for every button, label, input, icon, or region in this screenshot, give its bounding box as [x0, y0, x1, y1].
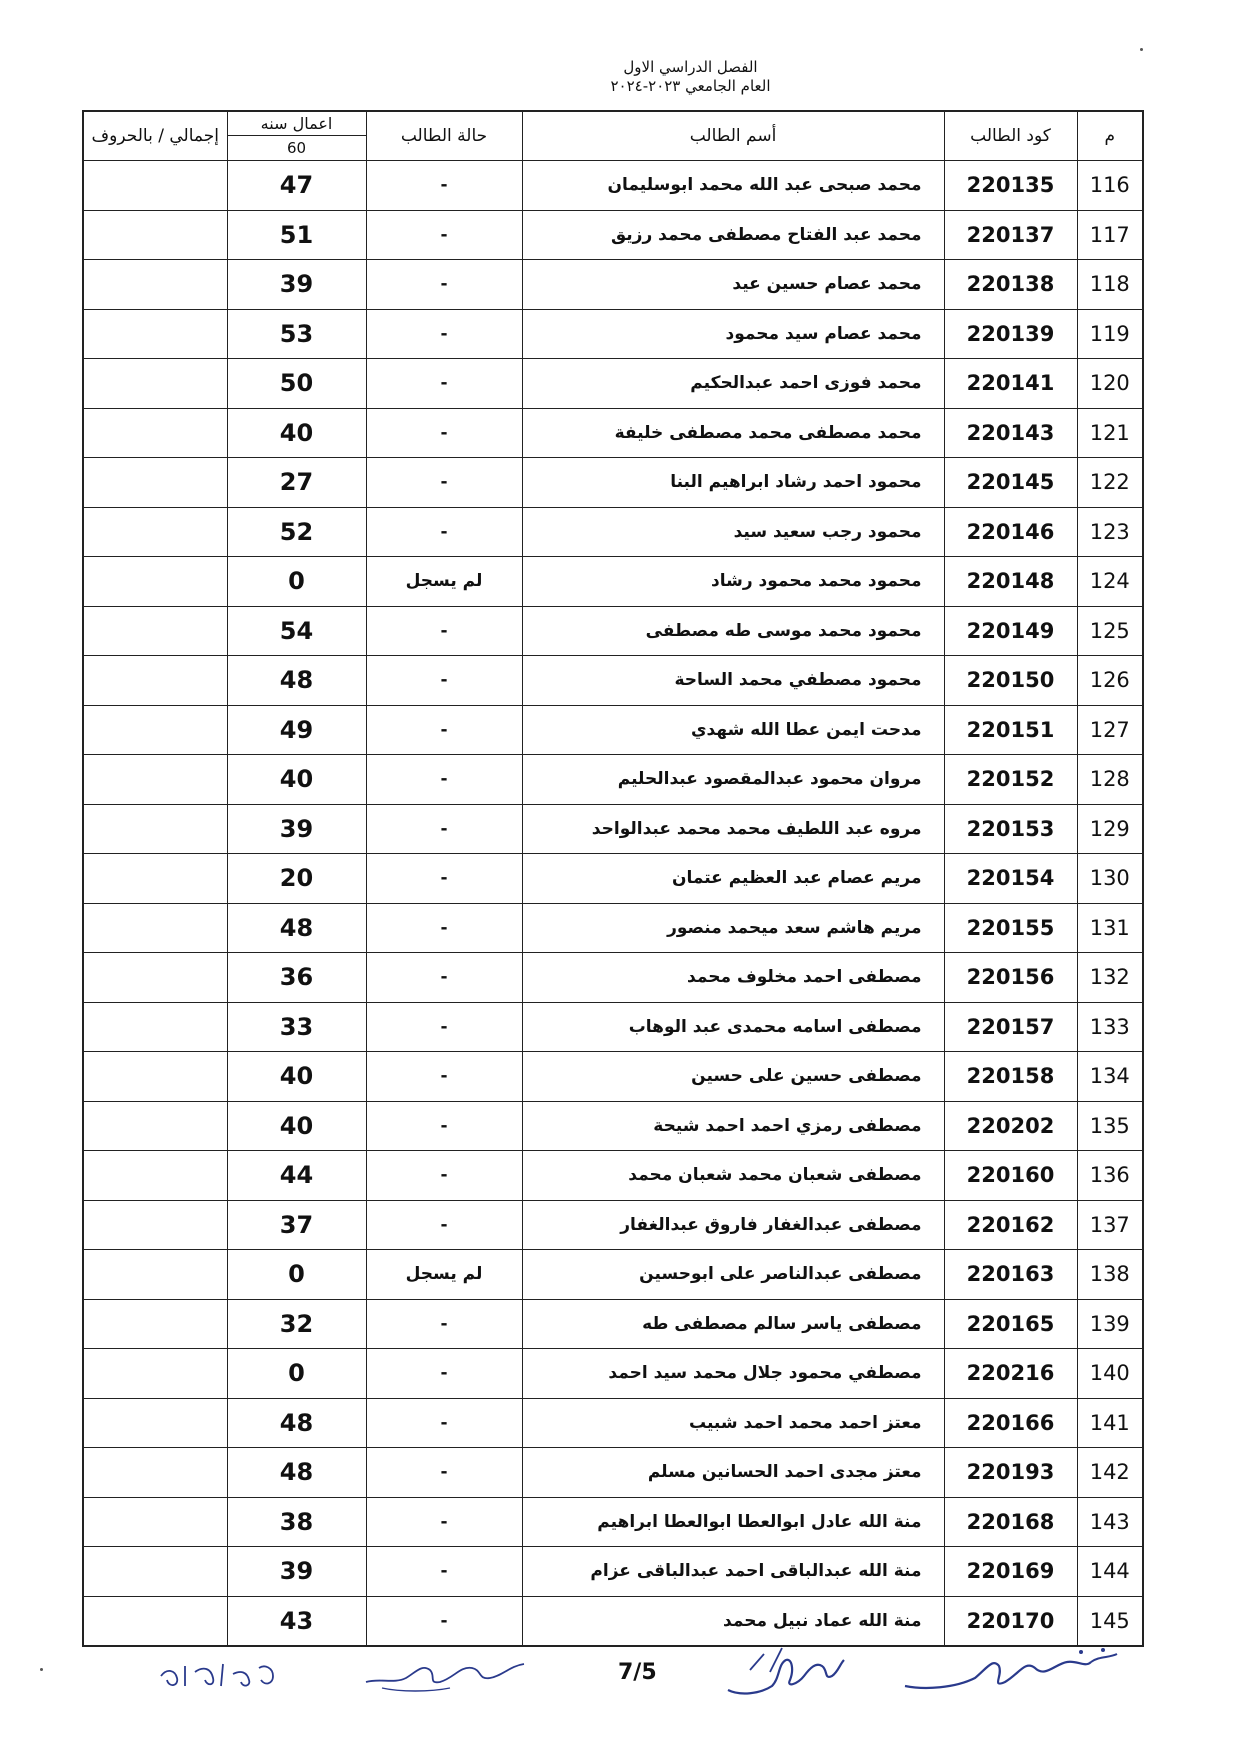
cell-name: منة الله عماد نبيل محمد	[522, 1596, 944, 1646]
scan-speck	[40, 1668, 43, 1671]
cell-code: 220150	[944, 656, 1077, 706]
cell-total	[83, 804, 227, 854]
cell-code: 220170	[944, 1596, 1077, 1646]
table-row	[83, 804, 1143, 854]
table-row	[83, 656, 1143, 706]
cell-status: -	[366, 1497, 522, 1547]
cell-seq: 134	[1077, 1052, 1143, 1102]
cell-seq: 141	[1077, 1398, 1143, 1448]
cell-status: -	[366, 1002, 522, 1052]
table-row	[83, 458, 1143, 508]
cell-seq: 144	[1077, 1547, 1143, 1597]
cell-status: -	[366, 1151, 522, 1201]
table-row	[83, 1349, 1143, 1399]
table-row	[83, 1398, 1143, 1448]
cell-name: مصطفى ياسر سالم مصطفى طه	[522, 1299, 944, 1349]
cell-total	[83, 1151, 227, 1201]
cell-name: مصطفى عبدالغفار فاروق عبدالغفار	[522, 1200, 944, 1250]
cell-works: 38	[227, 1497, 366, 1547]
table-row	[83, 1200, 1143, 1250]
cell-status: لم يسجل	[366, 1250, 522, 1300]
cell-code: 220162	[944, 1200, 1077, 1250]
cell-seq: 137	[1077, 1200, 1143, 1250]
cell-seq: 128	[1077, 755, 1143, 805]
cell-status: -	[366, 705, 522, 755]
cell-total	[83, 1349, 227, 1399]
cell-total	[83, 1101, 227, 1151]
cell-seq: 132	[1077, 953, 1143, 1003]
cell-status: -	[366, 606, 522, 656]
cell-code: 220160	[944, 1151, 1077, 1201]
cell-status: -	[366, 1052, 522, 1102]
cell-code: 220146	[944, 507, 1077, 557]
cell-works: 44	[227, 1151, 366, 1201]
table-row	[83, 1101, 1143, 1151]
cell-status: -	[366, 903, 522, 953]
cell-code: 220154	[944, 854, 1077, 904]
cell-works: 39	[227, 804, 366, 854]
table-row	[83, 359, 1143, 409]
signature-3	[360, 1648, 530, 1698]
cell-name: محمد عصام حسين عيد	[522, 260, 944, 310]
cell-works: 50	[227, 359, 366, 409]
cell-seq: 121	[1077, 408, 1143, 458]
cell-seq: 130	[1077, 854, 1143, 904]
cell-code: 220156	[944, 953, 1077, 1003]
cell-status: -	[366, 755, 522, 805]
cell-seq: 139	[1077, 1299, 1143, 1349]
cell-works: 40	[227, 1052, 366, 1102]
col-header-total: إجمالي / بالحروف	[83, 111, 227, 161]
cell-seq: 123	[1077, 507, 1143, 557]
cell-status: -	[366, 1299, 522, 1349]
cell-code: 220165	[944, 1299, 1077, 1349]
cell-works: 48	[227, 1448, 366, 1498]
col-header-code: كود الطالب	[944, 111, 1077, 161]
table-header-row	[83, 111, 1143, 161]
table-row	[83, 1497, 1143, 1547]
col-header-works	[227, 111, 366, 161]
cell-name: محمد صبحى عبد الله محمد ابوسليمان	[522, 161, 944, 211]
cell-name: محمود احمد رشاد ابراهيم البنا	[522, 458, 944, 508]
cell-status: -	[366, 1101, 522, 1151]
cell-seq: 116	[1077, 161, 1143, 211]
cell-total	[83, 854, 227, 904]
cell-total	[83, 210, 227, 260]
cell-seq: 129	[1077, 804, 1143, 854]
table-row	[83, 854, 1143, 904]
cell-works: 43	[227, 1596, 366, 1646]
cell-code: 220148	[944, 557, 1077, 607]
cell-works: 39	[227, 260, 366, 310]
table-body	[83, 161, 1143, 1647]
grades-table	[82, 110, 1144, 1647]
cell-total	[83, 1448, 227, 1498]
cell-status: -	[366, 1596, 522, 1646]
cell-name: مصطفى حسين على حسين	[522, 1052, 944, 1102]
cell-total	[83, 606, 227, 656]
cell-status: -	[366, 1448, 522, 1498]
col-header-status: حالة الطالب	[366, 111, 522, 161]
cell-code: 220139	[944, 309, 1077, 359]
col-header-seq: م	[1077, 111, 1143, 161]
cell-status: -	[366, 260, 522, 310]
cell-status: -	[366, 408, 522, 458]
cell-total	[83, 161, 227, 211]
table-row	[83, 755, 1143, 805]
scan-speck	[1140, 48, 1143, 51]
cell-total	[83, 1299, 227, 1349]
cell-name: محمود مصطفي محمد الساحة	[522, 656, 944, 706]
page-number: 7/5	[618, 1660, 657, 1685]
cell-works: 0	[227, 1250, 366, 1300]
cell-total	[83, 1596, 227, 1646]
cell-code: 220157	[944, 1002, 1077, 1052]
cell-code: 220193	[944, 1448, 1077, 1498]
cell-total	[83, 705, 227, 755]
cell-works: 27	[227, 458, 366, 508]
cell-seq: 124	[1077, 557, 1143, 607]
cell-status: -	[366, 210, 522, 260]
cell-code: 220169	[944, 1547, 1077, 1597]
cell-name: منة الله عبدالباقى احمد عبدالباقى عزام	[522, 1547, 944, 1597]
cell-code: 220151	[944, 705, 1077, 755]
cell-name: مريم هاشم سعد ميحمد منصور	[522, 903, 944, 953]
cell-seq: 131	[1077, 903, 1143, 953]
cell-total	[83, 656, 227, 706]
table-row	[83, 408, 1143, 458]
cell-works: 0	[227, 557, 366, 607]
cell-total	[83, 557, 227, 607]
table-row	[83, 1547, 1143, 1597]
cell-works: 40	[227, 1101, 366, 1151]
cell-total	[83, 1052, 227, 1102]
cell-seq: 143	[1077, 1497, 1143, 1547]
cell-total	[83, 1547, 227, 1597]
cell-works: 48	[227, 903, 366, 953]
cell-seq: 135	[1077, 1101, 1143, 1151]
document-header	[0, 58, 1241, 96]
cell-name: مصطفى شعبان محمد شعبان محمد	[522, 1151, 944, 1201]
cell-seq: 125	[1077, 606, 1143, 656]
cell-name: محمود محمد موسى طه مصطفى	[522, 606, 944, 656]
table-row	[83, 953, 1143, 1003]
cell-code: 220135	[944, 161, 1077, 211]
cell-works: 54	[227, 606, 366, 656]
cell-works: 40	[227, 408, 366, 458]
cell-name: محمد فوزى احمد عبدالحكيم	[522, 359, 944, 409]
cell-total	[83, 507, 227, 557]
cell-code: 220143	[944, 408, 1077, 458]
table-row	[83, 309, 1143, 359]
cell-works: 47	[227, 161, 366, 211]
cell-code: 220166	[944, 1398, 1077, 1448]
table-row	[83, 1052, 1143, 1102]
table-row	[83, 606, 1143, 656]
cell-works: 51	[227, 210, 366, 260]
cell-code: 220145	[944, 458, 1077, 508]
cell-status: -	[366, 1200, 522, 1250]
cell-works: 0	[227, 1349, 366, 1399]
cell-works: 52	[227, 507, 366, 557]
cell-code: 220141	[944, 359, 1077, 409]
cell-code: 220202	[944, 1101, 1077, 1151]
cell-name: محمد عبد الفتاح مصطفى محمد رزيق	[522, 210, 944, 260]
cell-status: -	[366, 161, 522, 211]
cell-status: -	[366, 507, 522, 557]
table-row	[83, 210, 1143, 260]
cell-works: 37	[227, 1200, 366, 1250]
table-row	[83, 1448, 1143, 1498]
table-row	[83, 260, 1143, 310]
cell-name: مصطفى عبدالناصر على ابوحسين	[522, 1250, 944, 1300]
cell-name: معتز مجدى احمد الحسانين مسلم	[522, 1448, 944, 1498]
cell-seq: 126	[1077, 656, 1143, 706]
cell-code: 220158	[944, 1052, 1077, 1102]
academic-year: العام الجامعي ٢٠٢٣-٢٠٢٤	[610, 77, 771, 95]
cell-seq: 142	[1077, 1448, 1143, 1498]
cell-status: -	[366, 1547, 522, 1597]
table-row	[83, 705, 1143, 755]
cell-total	[83, 458, 227, 508]
cell-works: 48	[227, 1398, 366, 1448]
cell-name: مصطفى اسامه محمدى عبد الوهاب	[522, 1002, 944, 1052]
cell-total	[83, 755, 227, 805]
cell-name: محمود رجب سعيد سيد	[522, 507, 944, 557]
cell-status: -	[366, 1349, 522, 1399]
cell-seq: 127	[1077, 705, 1143, 755]
table-row	[83, 1002, 1143, 1052]
table-row	[83, 1151, 1143, 1201]
cell-name: مصطفى احمد مخلوف محمد	[522, 953, 944, 1003]
cell-total	[83, 260, 227, 310]
cell-name: منة الله عادل ابوالعطا ابوالعطا ابراهيم	[522, 1497, 944, 1547]
cell-code: 220163	[944, 1250, 1077, 1300]
cell-code: 220138	[944, 260, 1077, 310]
cell-works: 48	[227, 656, 366, 706]
table-row	[83, 1250, 1143, 1300]
cell-code: 220137	[944, 210, 1077, 260]
cell-code: 220149	[944, 606, 1077, 656]
cell-status: -	[366, 656, 522, 706]
cell-works: 32	[227, 1299, 366, 1349]
cell-name: مروه عبد اللطيف محمد محمد عبدالواحد	[522, 804, 944, 854]
cell-status: -	[366, 309, 522, 359]
cell-code: 220155	[944, 903, 1077, 953]
cell-status: لم يسجل	[366, 557, 522, 607]
signature-2	[720, 1640, 850, 1708]
cell-works: 49	[227, 705, 366, 755]
cell-total	[83, 1398, 227, 1448]
signature-4	[155, 1646, 285, 1696]
cell-code: 220216	[944, 1349, 1077, 1399]
cell-total	[83, 408, 227, 458]
cell-name: مصطفى رمزي احمد احمد شيحة	[522, 1101, 944, 1151]
cell-code: 220153	[944, 804, 1077, 854]
cell-total	[83, 359, 227, 409]
cell-seq: 145	[1077, 1596, 1143, 1646]
table-row	[83, 557, 1143, 607]
cell-name: محمود محمد محمود رشاد	[522, 557, 944, 607]
cell-name: محمد مصطفى محمد مصطفى خليفة	[522, 408, 944, 458]
cell-seq: 122	[1077, 458, 1143, 508]
cell-status: -	[366, 854, 522, 904]
cell-seq: 138	[1077, 1250, 1143, 1300]
cell-seq: 117	[1077, 210, 1143, 260]
table-row	[83, 507, 1143, 557]
cell-status: -	[366, 804, 522, 854]
cell-total	[83, 903, 227, 953]
cell-total	[83, 1200, 227, 1250]
cell-total	[83, 1497, 227, 1547]
cell-status: -	[366, 458, 522, 508]
cell-seq: 118	[1077, 260, 1143, 310]
cell-status: -	[366, 1398, 522, 1448]
cell-code: 220152	[944, 755, 1077, 805]
cell-works: 20	[227, 854, 366, 904]
col-header-name: أسم الطالب	[522, 111, 944, 161]
cell-total	[83, 953, 227, 1003]
cell-works: 36	[227, 953, 366, 1003]
cell-name: مدحت ايمن عطا الله شهدي	[522, 705, 944, 755]
cell-works: 53	[227, 309, 366, 359]
cell-status: -	[366, 953, 522, 1003]
cell-total	[83, 1250, 227, 1300]
cell-works: 33	[227, 1002, 366, 1052]
cell-total	[83, 309, 227, 359]
cell-seq: 136	[1077, 1151, 1143, 1201]
cell-name: معتز احمد محمد احمد شبيب	[522, 1398, 944, 1448]
cell-code: 220168	[944, 1497, 1077, 1547]
cell-total	[83, 1002, 227, 1052]
table-row	[83, 903, 1143, 953]
table-row	[83, 161, 1143, 211]
signature-1	[895, 1638, 1135, 1708]
cell-status: -	[366, 359, 522, 409]
cell-name: محمد عصام سيد محمود	[522, 309, 944, 359]
cell-works: 40	[227, 755, 366, 805]
cell-works: 39	[227, 1547, 366, 1597]
cell-seq: 133	[1077, 1002, 1143, 1052]
semester-title: الفصل الدراسي الاول	[623, 58, 758, 76]
cell-name: مصطفي محمود جلال محمد سيد احمد	[522, 1349, 944, 1399]
table-row	[83, 1299, 1143, 1349]
works-label: اعمال سنه	[228, 113, 366, 136]
works-max: 60	[286, 138, 307, 157]
cell-seq: 140	[1077, 1349, 1143, 1399]
cell-seq: 120	[1077, 359, 1143, 409]
cell-seq: 119	[1077, 309, 1143, 359]
cell-name: مريم عصام عبد العظيم عتمان	[522, 854, 944, 904]
cell-name: مروان محمود عبدالمقصود عبدالحليم	[522, 755, 944, 805]
